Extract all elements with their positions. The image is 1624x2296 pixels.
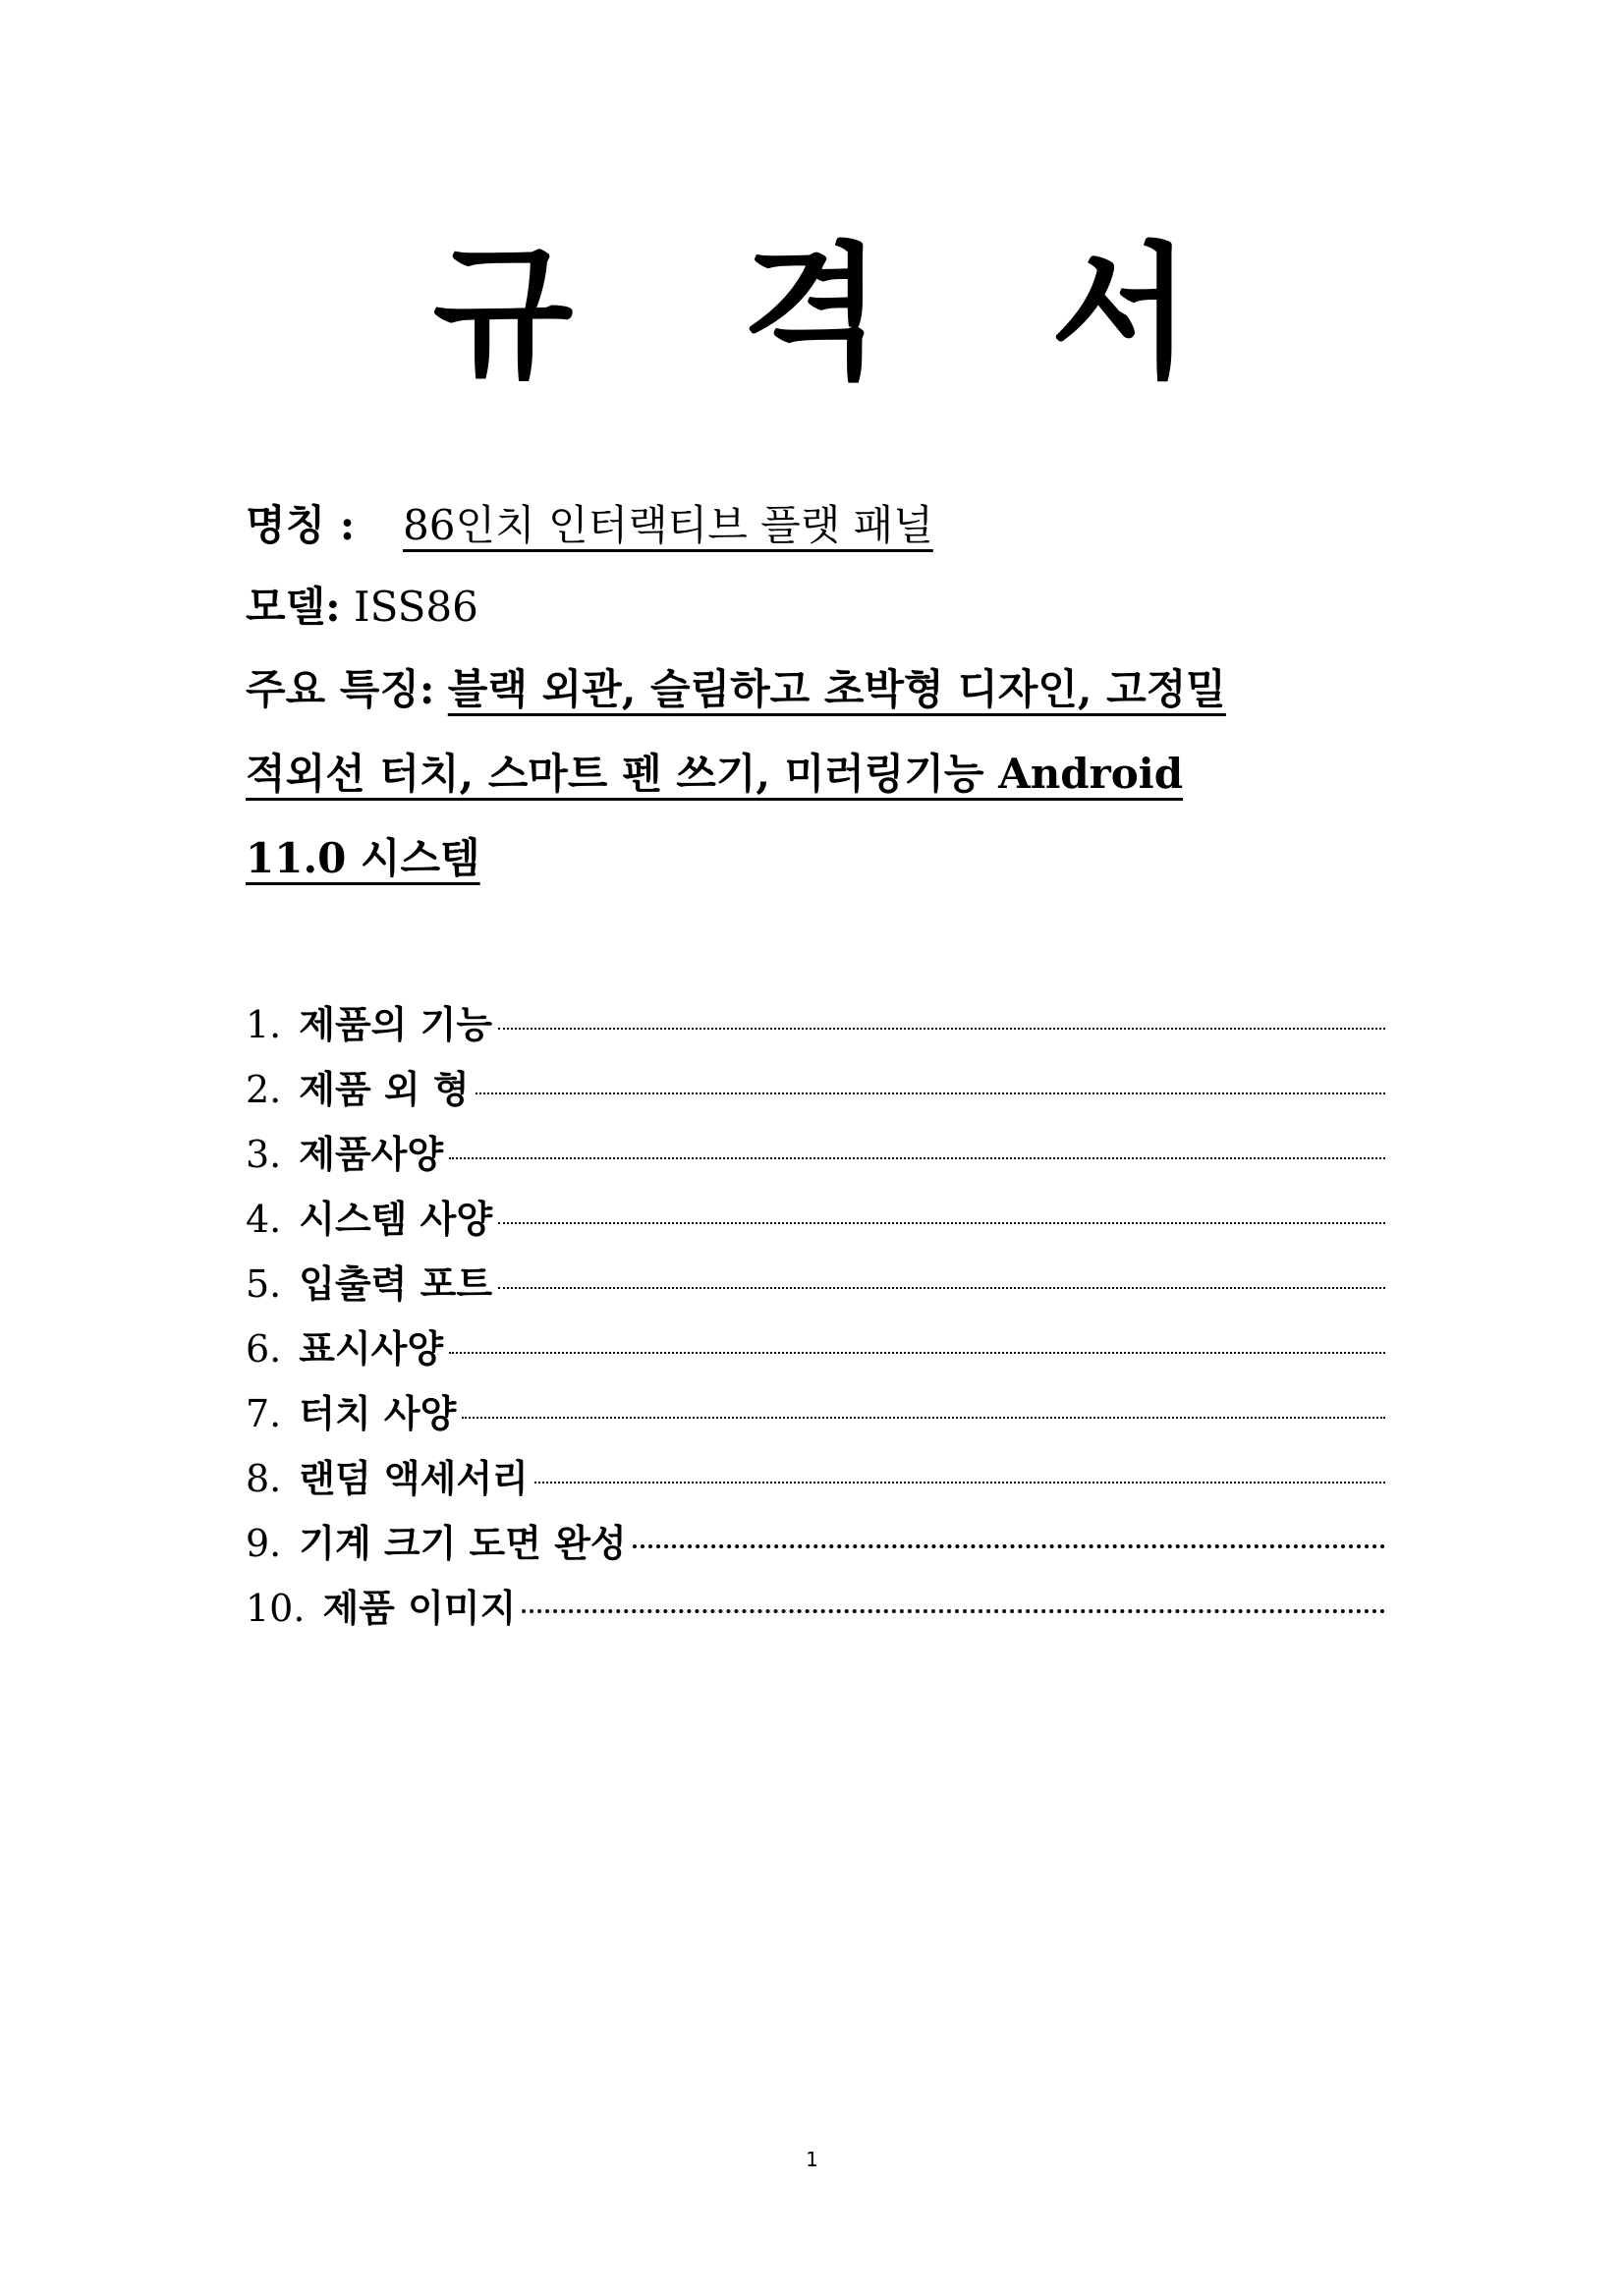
toc-leader	[462, 1417, 1385, 1419]
toc-item[interactable]	[246, 1122, 1385, 1187]
toc-label: 입출력 포트	[299, 1261, 493, 1306]
toc-item[interactable]	[246, 1511, 1385, 1576]
toc-label: 터치 사양	[299, 1391, 457, 1435]
toc-label: 랜덤 액세서리	[299, 1456, 529, 1500]
toc-leader	[476, 1092, 1385, 1094]
page-number: 1	[806, 2148, 818, 2171]
product-name-label: 명칭 :	[246, 501, 356, 549]
model-line	[246, 578, 478, 637]
toc-number: 1.	[246, 1003, 282, 1046]
page-title: 규 격 서	[432, 227, 1251, 398]
toc-number: 2.	[246, 1068, 282, 1111]
toc-item[interactable]	[246, 1446, 1385, 1511]
toc-leader	[498, 1028, 1385, 1030]
toc-number: 6.	[246, 1327, 282, 1371]
toc-number: 10.	[246, 1587, 306, 1630]
toc-label: 표시사양	[299, 1326, 444, 1371]
toc-label: 제품사양	[299, 1132, 444, 1176]
product-name-line	[246, 496, 933, 555]
toc-leader	[534, 1482, 1385, 1484]
model-value: ISS86	[354, 583, 478, 631]
toc-number: 5.	[246, 1262, 282, 1306]
toc-number: 9.	[246, 1522, 282, 1565]
toc-leader	[633, 1544, 1385, 1548]
toc-leader	[498, 1222, 1385, 1224]
features-text-3: 11.0 시스템	[246, 834, 480, 882]
toc-leader	[449, 1352, 1385, 1354]
toc-number: 4.	[246, 1198, 282, 1241]
features-line-1	[246, 660, 1226, 719]
toc-item[interactable]	[246, 1252, 1385, 1316]
toc-label: 제품 외 형	[299, 1067, 470, 1111]
toc-number: 3.	[246, 1133, 282, 1176]
toc-item[interactable]	[246, 1057, 1385, 1122]
features-line-2	[246, 745, 1183, 804]
toc-item[interactable]	[246, 1316, 1385, 1381]
toc-leader	[449, 1157, 1385, 1159]
toc-label: 제품의 기능	[299, 1002, 493, 1046]
toc-leader	[498, 1287, 1385, 1289]
toc-number: 8.	[246, 1457, 282, 1500]
features-line-3	[246, 829, 480, 888]
table-of-contents	[246, 992, 1385, 1641]
features-text-2: 적외선 터치, 스마트 펜 쓰기, 미러링기능 Android	[246, 750, 1184, 798]
product-name-value: 86인치 인터랙티브 플랫 패널	[403, 501, 933, 549]
model-label: 모델:	[246, 583, 341, 631]
toc-item[interactable]	[246, 1576, 1385, 1641]
toc-item[interactable]	[246, 1187, 1385, 1252]
toc-item[interactable]	[246, 1381, 1385, 1446]
toc-label: 시스템 사양	[299, 1197, 493, 1241]
toc-label: 기계 크기 도면 완성	[299, 1521, 627, 1565]
toc-number: 7.	[246, 1392, 282, 1435]
toc-item[interactable]	[246, 992, 1385, 1057]
features-label: 주요 특징:	[246, 665, 435, 713]
toc-leader	[522, 1609, 1385, 1613]
features-text-1: 블랙 외관, 슬림하고 초박형 디자인, 고정밀	[447, 665, 1226, 713]
toc-label: 제품 이미지	[322, 1586, 517, 1630]
